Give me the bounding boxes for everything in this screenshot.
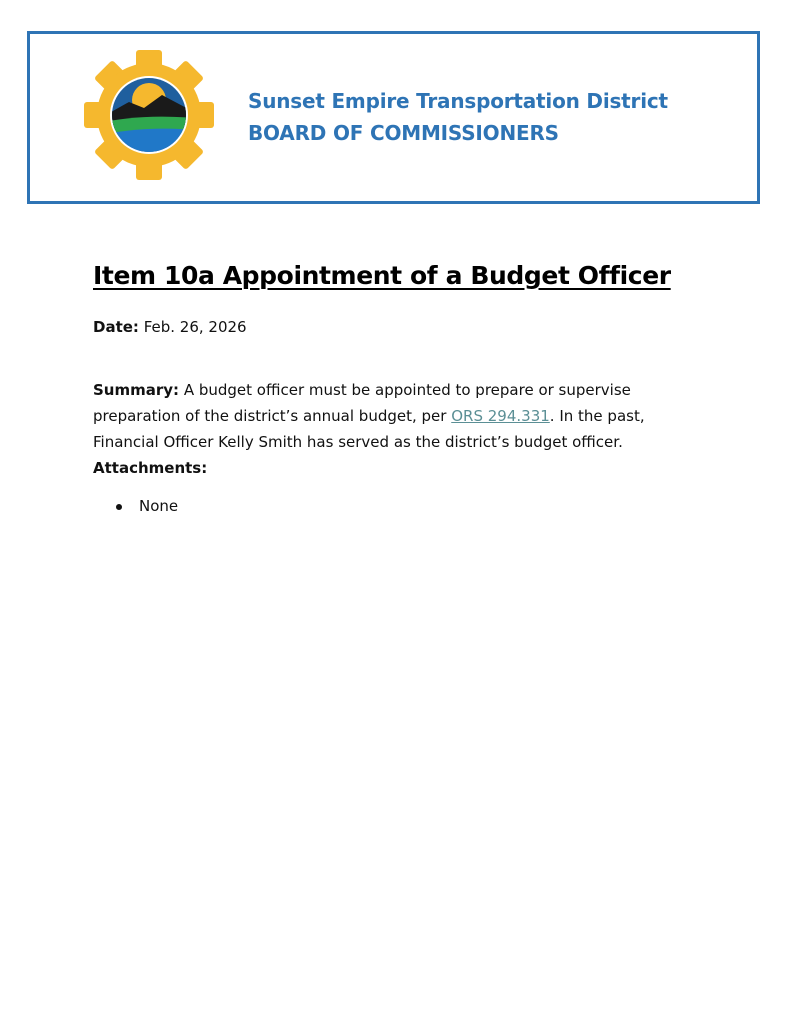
- bullet-icon: [116, 504, 122, 510]
- summary-paragraph: [93, 377, 693, 455]
- summary-label: Summary:: [93, 381, 180, 399]
- date-label: Date:: [93, 318, 139, 336]
- summary-text: A budget officer must be appointed to prepare or supervise preparation of the district’s annual budget, per: [93, 381, 631, 425]
- attachments-list: [93, 493, 178, 519]
- district-logo-icon: [84, 50, 214, 180]
- attachment-name: None: [139, 497, 179, 515]
- date-line: [93, 314, 247, 340]
- ors-link[interactable]: ORS 294.331: [451, 407, 550, 425]
- summary-text-continued: . In the past, Financial Officer Kelly Smith has served as the district’s budget officer.: [93, 407, 645, 451]
- list-item: [93, 493, 178, 519]
- organization-name: Sunset Empire Transportation District: [248, 89, 668, 113]
- date-value: Feb. 26, 2026: [143, 318, 247, 336]
- attachments-label: Attachments:: [93, 459, 208, 477]
- board-name: BOARD OF COMMISSIONERS: [248, 121, 559, 145]
- item-title: Item 10a Appointment of a Budget Officer: [93, 261, 671, 290]
